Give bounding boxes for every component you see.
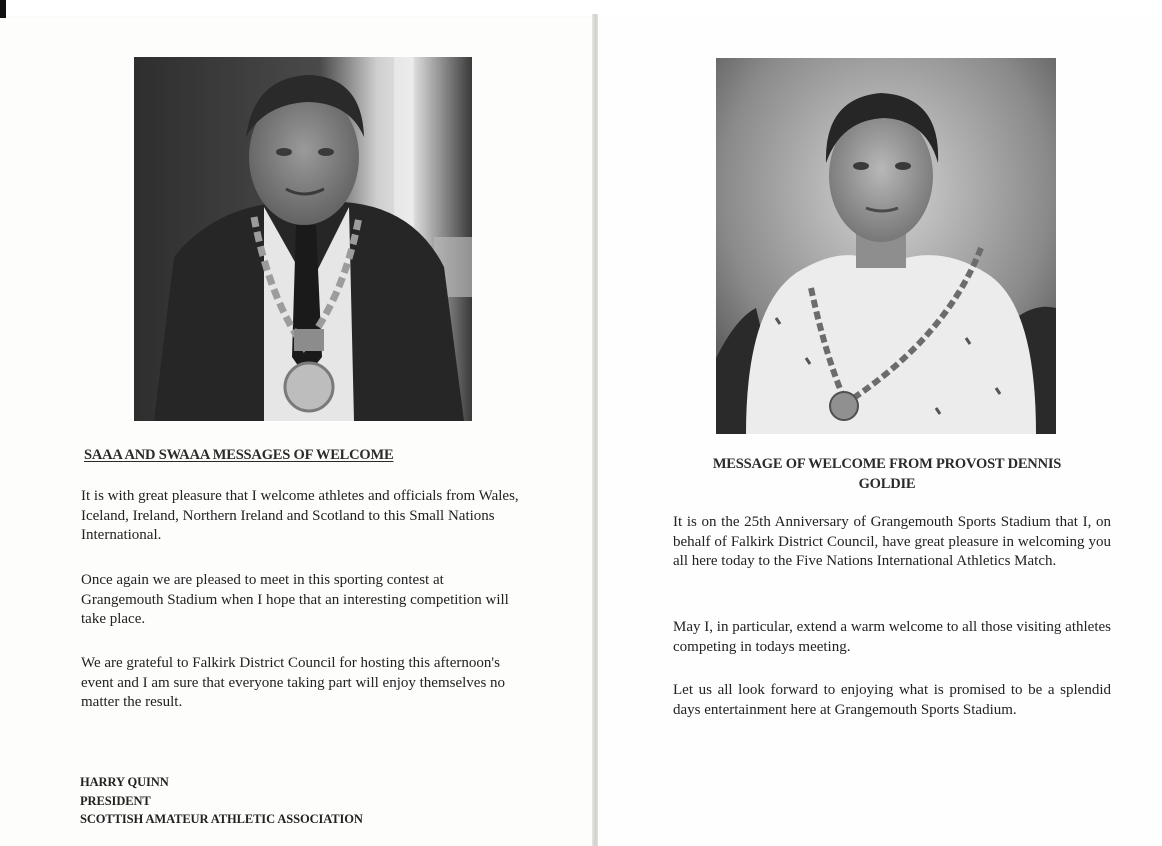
- left-paragraph-2: Once again we are pleased to meet in this sporting contest at Grangemouth Stadium when I hope that an interesting competition will take place.: [81, 572, 509, 627]
- right-heading-line-1: MESSAGE OF WELCOME FROM PROVOST DENNIS: [712, 456, 1062, 472]
- left-paragraph-3: We are grateful to Falkirk District Council for hosting this afternoon's event and I am sure that everyone taking part will enjoy themselves no matter the result.: [81, 655, 506, 710]
- right-heading-line-2: GOLDIE: [858, 476, 916, 492]
- left-signature: [80, 773, 363, 829]
- signature-name: HARRY QUINN: [80, 775, 169, 789]
- right-heading: [672, 454, 1102, 494]
- right-paragraph-1: It is on the 25th Anniversary of Grangemouth Sports Stadium that I, on behalf of Falkirk District Council, have great pleasure in welcoming you all here today to the Five Nations International Athletics Match.: [673, 514, 1111, 569]
- president-photo: [134, 57, 472, 421]
- right-paragraph-2: May I, in particular, extend a warm welcome to all those visiting athletes competing in todays meeting.: [673, 619, 1111, 655]
- left-heading: SAAA AND SWAAA MESSAGES OF WELCOME: [84, 447, 394, 463]
- provost-photo: [716, 58, 1056, 434]
- signature-organisation: SCOTTISH AMATEUR ATHLETIC ASSOCIATION: [80, 812, 363, 826]
- left-paragraph-1: It is with great pleasure that I welcome athletes and officials from Wales, Iceland, Ireland, Northern Ireland and Scotland to this Small Nations International.: [81, 488, 519, 543]
- signature-title: PRESIDENT: [80, 793, 151, 808]
- right-paragraph-3: Let us all look forward to enjoying what is promised to be a splendid days entertainment here at Grangemouth Sports Stadium.: [673, 682, 1111, 718]
